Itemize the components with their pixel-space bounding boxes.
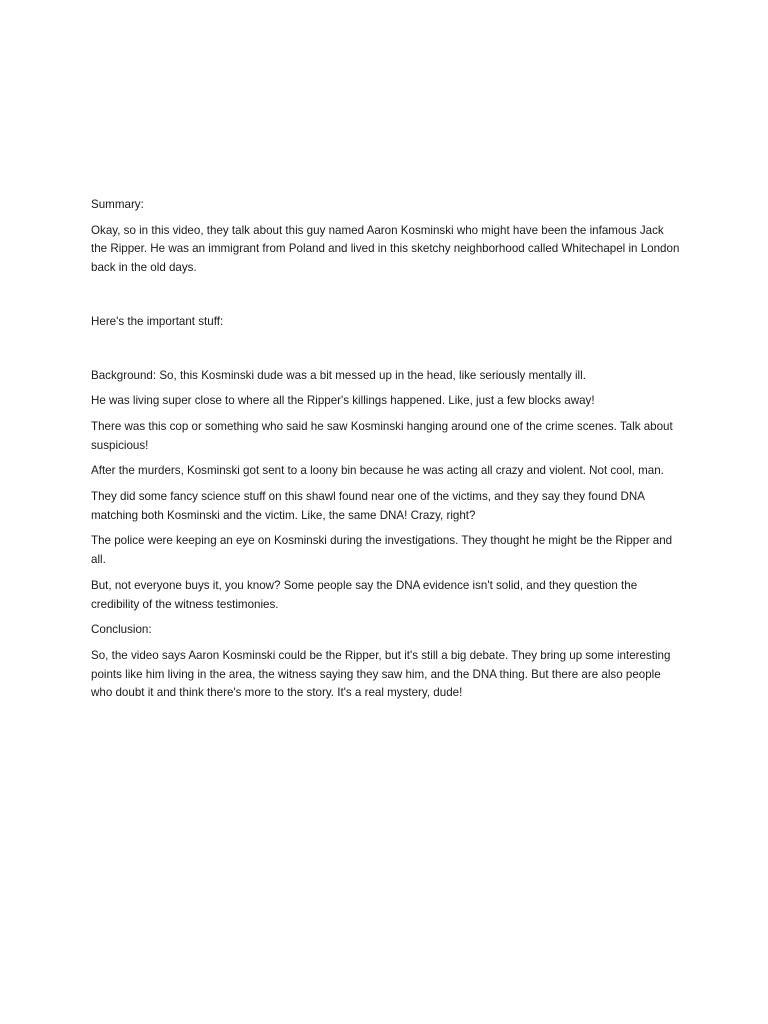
summary-heading: Summary: [91, 198, 144, 211]
point-paragraph: Background: So, this Kosminski dude was a bit messed up in the head, like seriously mentally ill. [91, 368, 586, 382]
point-paragraph: The police were keeping an eye on Kosminski during the investigations. They thought he might be the Ripper and all. [91, 534, 673, 567]
conclusion-heading: Conclusion: [91, 623, 152, 637]
important-heading: Here's the important stuff: [91, 314, 224, 328]
point-paragraph: After the murders, Kosminski got sent to a loony bin because he was acting all crazy and violent. Not cool, man. [91, 464, 664, 478]
point-paragraph: They did some fancy science stuff on this shawl found near one of the victims, and they say they found DNA matching both Kosminski and the victim. Like, the same DNA! Crazy, right? [91, 490, 645, 522]
point-paragraph: There was this cop or something who said he saw Kosminski hanging around one of the crime scenes. Talk about suspicious! [91, 419, 673, 452]
intro-paragraph: Okay, so in this video, they talk about this guy named Aaron Kosminski who might have been the infamous Jack the Ripper. He was an immigrant from Poland and lived in this sketchy neighborhood called Whitechapel in London back in the old days. [91, 223, 680, 275]
document-body [91, 196, 681, 703]
conclusion-paragraph: So, the video says Aaron Kosminski could be the Ripper, but it's still a big debate. They bring up some interesting points like him living in the area, the witness saying they saw him, and the DNA thing. But there are also people who doubt it and think there's more to the story. It's a real mystery, dude! [91, 648, 671, 700]
point-paragraph: He was living super close to where all the Ripper's killings happened. Like, just a few blocks away! [91, 394, 595, 408]
point-paragraph: But, not everyone buys it, you know? Some people say the DNA evidence isn't solid, and they question the credibility of the witness testimonies. [91, 578, 638, 611]
